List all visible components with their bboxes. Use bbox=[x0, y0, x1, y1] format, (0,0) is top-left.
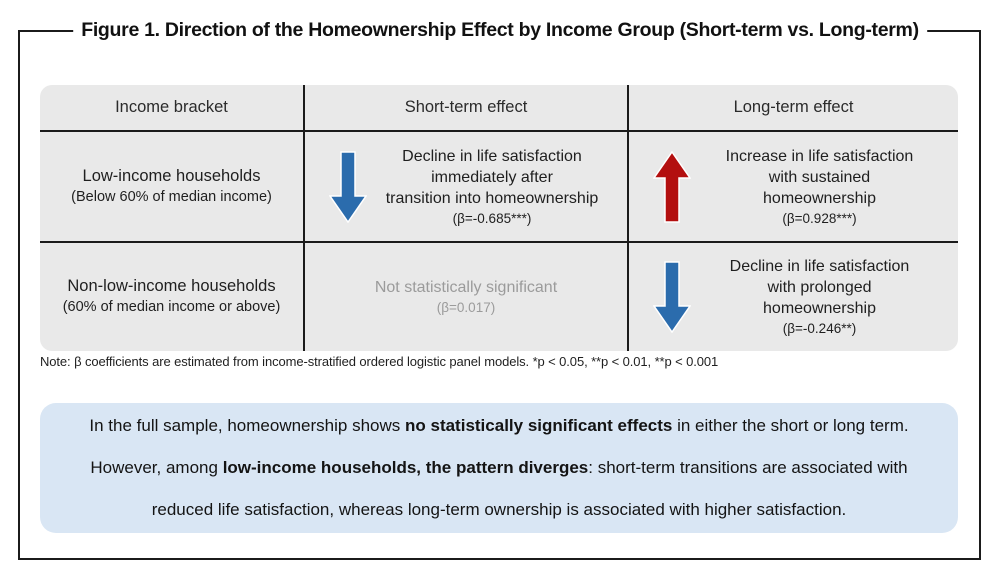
red-up-arrow-icon bbox=[653, 151, 691, 223]
figure-title: Figure 1. Direction of the Homeownership Effect by Income Group (Short-term vs. Long-term) bbox=[73, 17, 927, 43]
beta-coefficient: (β=0.017) bbox=[436, 300, 496, 315]
effect-description: Increase in life satisfaction with sustained homeownership (β=0.928***) bbox=[691, 146, 958, 228]
row-non-low-income-group-label bbox=[40, 243, 305, 351]
effects-table bbox=[40, 85, 958, 351]
row-low-income-group-label bbox=[40, 132, 305, 243]
col-header-long-term: Long-term effect bbox=[629, 85, 958, 132]
group-name: Non-low-income households bbox=[67, 277, 276, 295]
blue-down-arrow-icon bbox=[653, 261, 691, 333]
summary-line: reduced life satisfaction, whereas long-term ownership is associated with higher satisfaction. bbox=[151, 500, 847, 519]
effect-description: Decline in life satisfaction with prolonged homeownership (β=-0.246**) bbox=[691, 256, 958, 338]
blue-down-arrow-icon bbox=[329, 151, 367, 223]
cell-non-low-income-long-term bbox=[629, 243, 958, 351]
beta-coefficient: (β=0.928***) bbox=[782, 210, 857, 226]
col-header-short-term: Short-term effect bbox=[305, 85, 629, 132]
cell-low-income-short-term bbox=[305, 132, 629, 243]
group-definition: (Below 60% of median income) bbox=[71, 188, 272, 205]
table-footnote: Note: β coefficients are estimated from income-stratified ordered logistic panel models. *p < 0.05, **p < 0.01, **p < 0.001 bbox=[40, 354, 719, 369]
effect-description: Not statistically significant (β=0.017) bbox=[305, 277, 627, 317]
summary-box bbox=[40, 403, 958, 533]
beta-coefficient: (β=-0.685***) bbox=[452, 210, 532, 226]
group-name: Low-income households bbox=[82, 166, 261, 185]
group-definition: (60% of median income or above) bbox=[62, 299, 281, 315]
cell-non-low-income-short-term bbox=[305, 243, 629, 351]
summary-line: However, among low-income households, the pattern diverges: short-term transitions are associated with bbox=[90, 458, 908, 477]
beta-coefficient: (β=-0.246**) bbox=[782, 321, 857, 336]
cell-low-income-long-term bbox=[629, 132, 958, 243]
col-header-income-bracket: Income bracket bbox=[40, 85, 305, 132]
effect-description: Decline in life satisfaction immediately after transition into homeownership (β=-0.685***) bbox=[367, 146, 627, 228]
summary-line: In the full sample, homeownership shows no statistically significant effects in either the short or long term. bbox=[89, 416, 909, 435]
